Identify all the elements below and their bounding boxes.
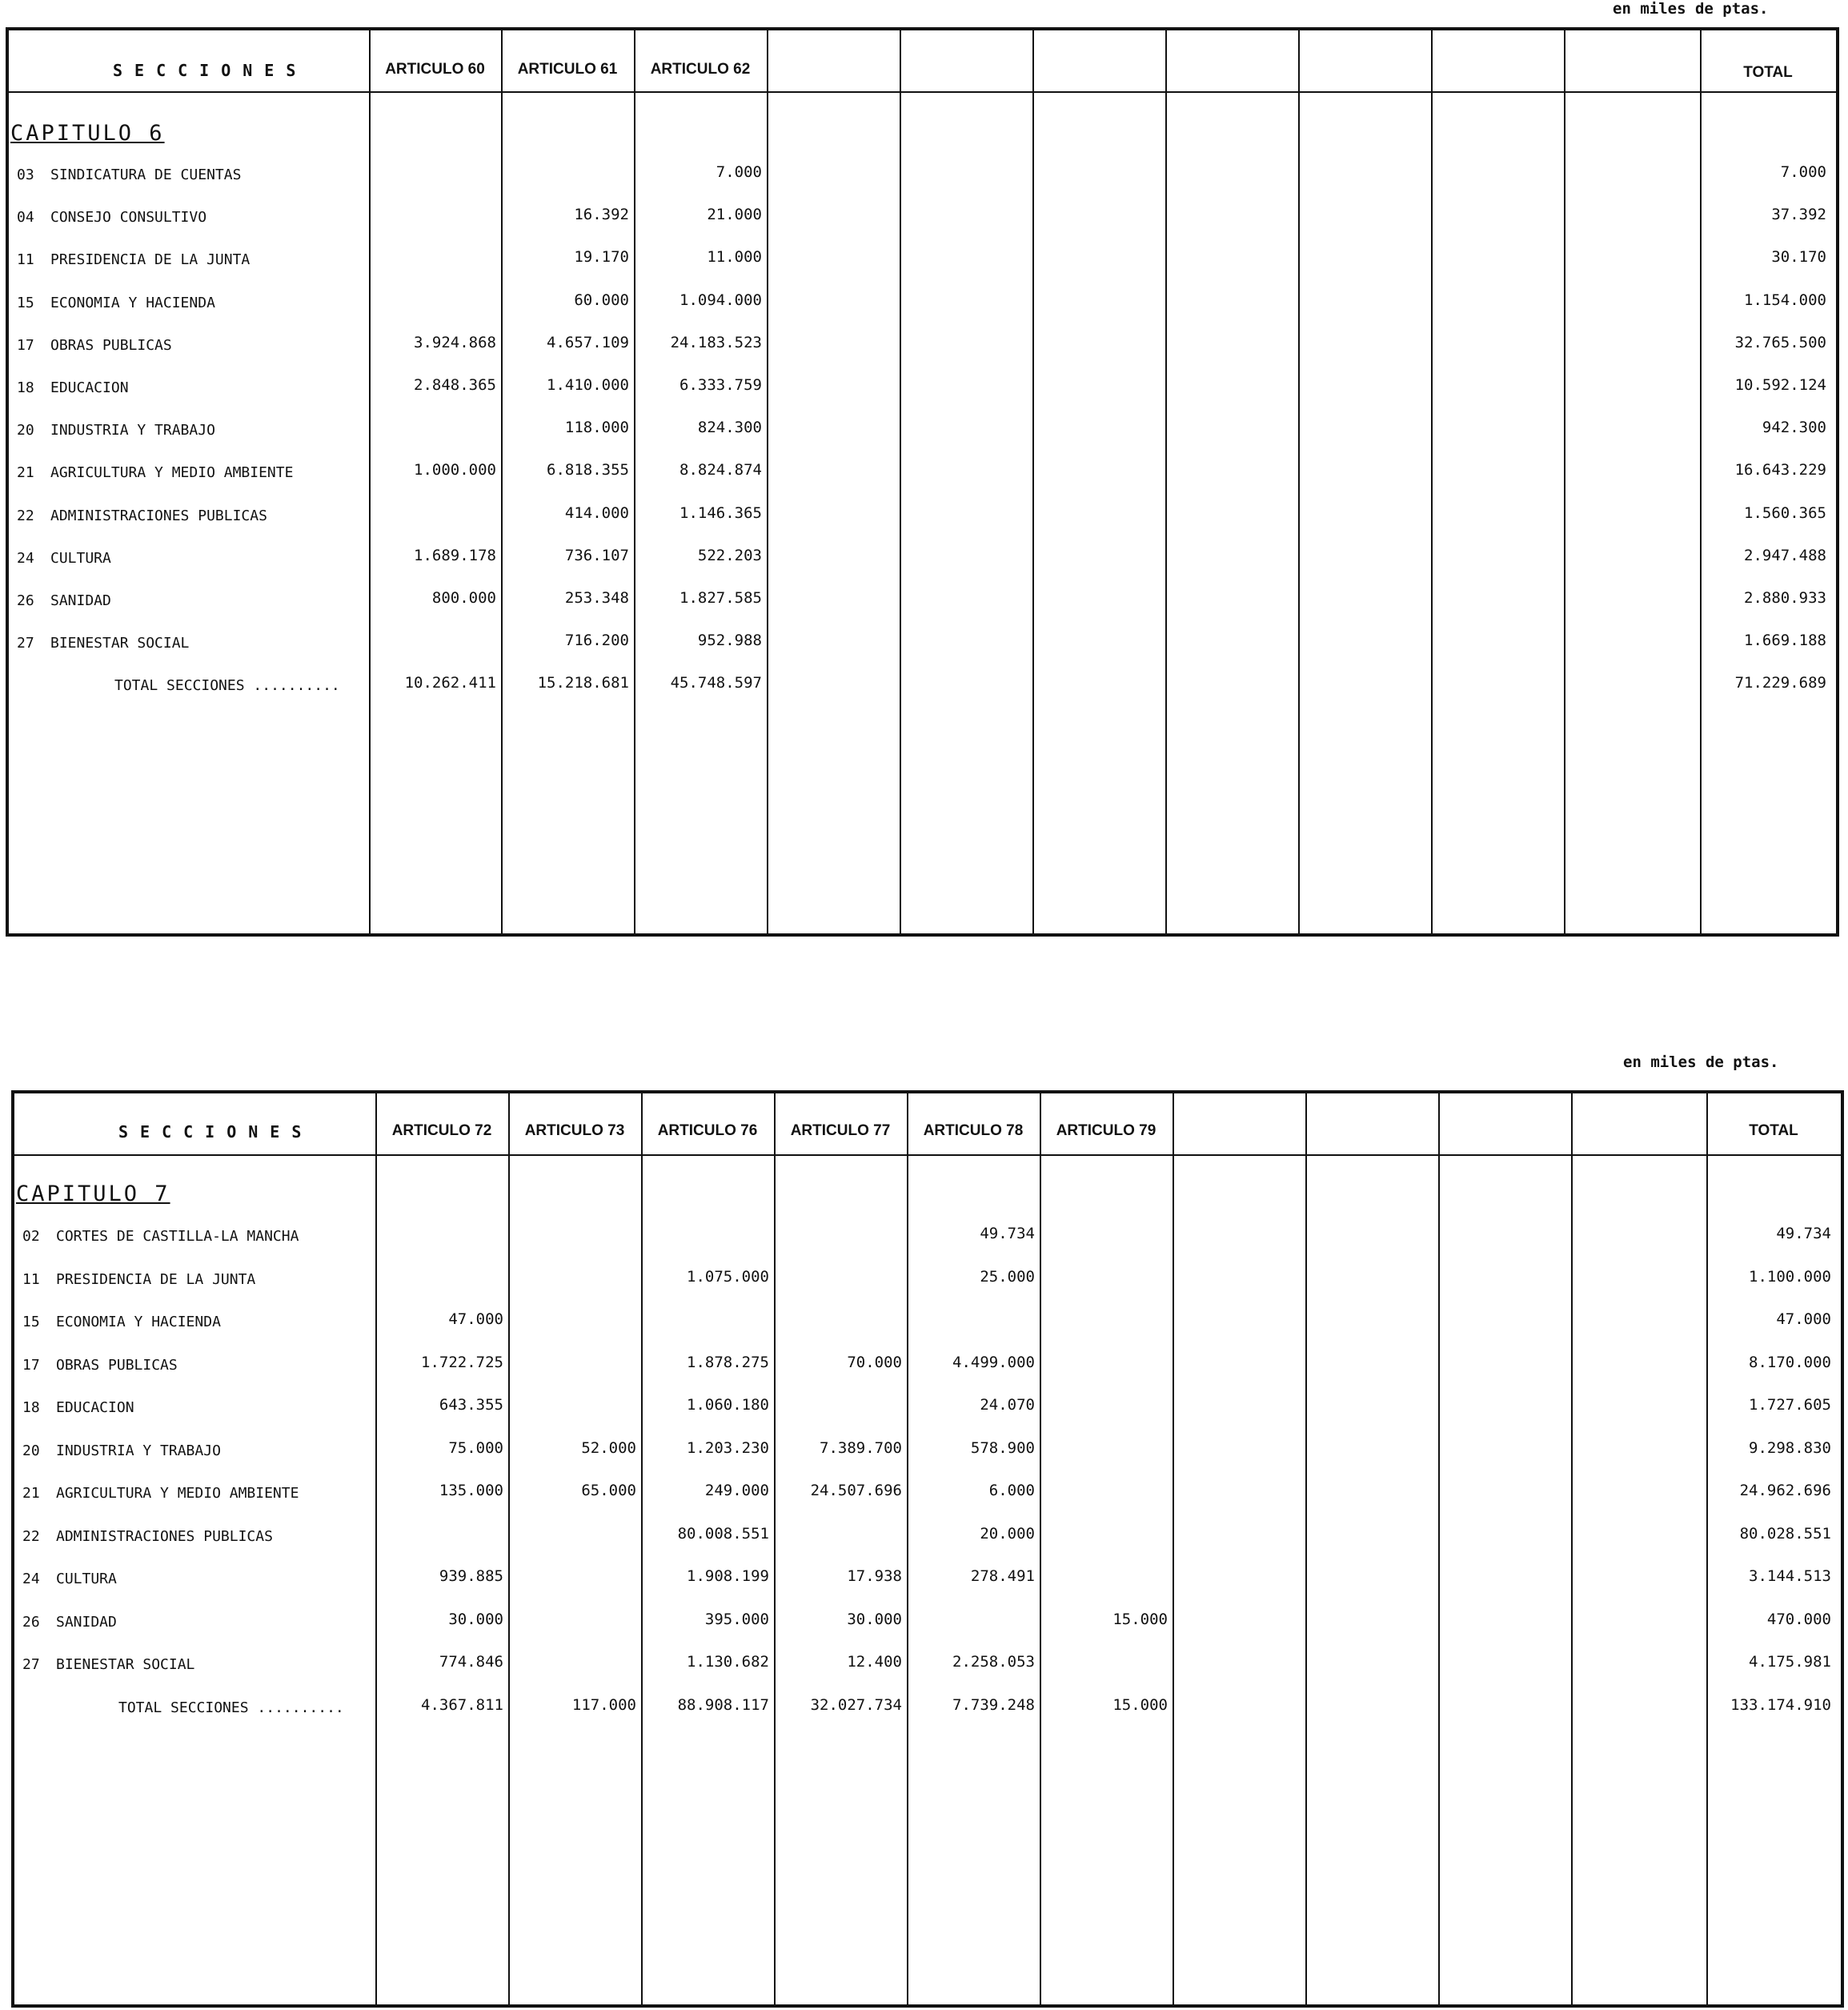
sections-header: SECCIONES	[113, 61, 308, 80]
section-code: 22	[17, 507, 34, 524]
column-total: 4.367.811	[421, 1695, 503, 1714]
row-total: 10.592.124	[1734, 376, 1826, 394]
column-divider	[501, 30, 503, 933]
section-row-label	[22, 1228, 299, 1245]
cell-value: 395.000	[704, 1610, 769, 1628]
chapter-7-table	[11, 1090, 1844, 2008]
row-total: 1.727.605	[1749, 1396, 1831, 1414]
total-sections-label: TOTAL SECCIONES ..........	[118, 1699, 344, 1716]
cell-value: 6.333.759	[679, 376, 762, 394]
cell-value: 20.000	[980, 1524, 1035, 1543]
cell-value: 824.300	[697, 419, 762, 437]
cell-value: 2.848.365	[414, 376, 496, 394]
sections-header: SECCIONES	[118, 1122, 314, 1141]
grand-total: 71.229.689	[1734, 674, 1826, 692]
cell-value: 7.000	[716, 163, 762, 181]
section-name: ECONOMIA Y HACIENDA	[50, 294, 215, 311]
column-total: 117.000	[571, 1695, 636, 1714]
section-name: OBRAS PUBLICAS	[56, 1356, 178, 1374]
column-divider	[375, 1093, 377, 2004]
cell-value: 249.000	[704, 1482, 769, 1499]
cell-value: 52.000	[581, 1438, 636, 1457]
cell-value: 80.008.551	[677, 1524, 769, 1543]
cell-value: 47.000	[448, 1310, 503, 1328]
row-total: 37.392	[1771, 206, 1826, 224]
cell-value: 30.000	[847, 1610, 902, 1628]
section-row-label	[17, 508, 267, 524]
row-total: 80.028.551	[1739, 1524, 1831, 1543]
section-code: 21	[17, 464, 34, 482]
column-header: ARTICULO 77	[790, 1122, 891, 1139]
cell-value: 3.924.868	[414, 333, 496, 351]
section-name: CONSEJO CONSULTIVO	[50, 209, 207, 227]
section-code: 18	[22, 1399, 40, 1416]
section-code: 24	[22, 1571, 40, 1587]
cell-value: 716.200	[564, 632, 629, 650]
section-code: 11	[22, 1270, 40, 1288]
section-name: CULTURA	[56, 1571, 117, 1587]
section-code: 26	[17, 592, 34, 609]
cell-value: 1.060.180	[687, 1396, 769, 1414]
section-code: 27	[22, 1656, 40, 1673]
section-row-label	[22, 1314, 221, 1330]
total-sections-label: TOTAL SECCIONES ..........	[114, 677, 340, 695]
cell-value: 414.000	[564, 504, 629, 522]
section-row-label	[17, 635, 189, 652]
column-divider	[369, 30, 371, 933]
column-divider	[1032, 30, 1034, 933]
column-total: 7.739.248	[952, 1695, 1035, 1714]
column-header: ARTICULO 60	[385, 61, 485, 78]
cell-value: 21.000	[707, 206, 762, 224]
total-column-header: TOTAL	[1749, 1122, 1798, 1139]
row-total: 1.669.188	[1744, 632, 1826, 650]
section-name: ADMINISTRACIONES PUBLICAS	[50, 507, 267, 524]
section-name: BIENESTAR SOCIAL	[50, 635, 190, 652]
column-divider	[774, 1093, 776, 2004]
section-row-label	[22, 1357, 178, 1374]
chapter-title: CAPITULO 7	[16, 1182, 170, 1206]
section-code: 27	[17, 635, 34, 652]
section-code: 04	[17, 209, 34, 227]
cell-value: 643.355	[439, 1396, 503, 1414]
column-header: ARTICULO 78	[923, 1122, 1024, 1139]
column-divider	[1173, 1093, 1174, 2004]
section-code: 24	[17, 549, 34, 567]
cell-value: 12.400	[847, 1653, 902, 1671]
chapter-6-table	[6, 27, 1839, 937]
total-column-header: TOTAL	[1743, 64, 1793, 81]
cell-value: 16.392	[574, 206, 629, 224]
cell-value: 1.410.000	[547, 376, 629, 394]
cell-value: 65.000	[581, 1482, 636, 1499]
column-total: 15.218.681	[537, 674, 629, 692]
section-code: 20	[22, 1442, 40, 1459]
cell-value: 2.258.053	[952, 1653, 1035, 1671]
section-row-label	[17, 422, 215, 439]
cell-value: 30.000	[448, 1610, 503, 1628]
column-divider	[641, 1093, 643, 2004]
section-code: 02	[22, 1228, 40, 1245]
column-total: 45.748.597	[670, 674, 762, 692]
column-header: ARTICULO 79	[1056, 1122, 1157, 1139]
row-total: 49.734	[1776, 1225, 1831, 1242]
section-name: EDUCACION	[50, 379, 129, 396]
section-code: 11	[17, 251, 34, 269]
column-divider	[1571, 1093, 1573, 2004]
cell-value: 1.722.725	[421, 1353, 503, 1371]
row-total: 16.643.229	[1734, 461, 1826, 479]
section-name: AGRICULTURA Y MEDIO AMBIENTE	[50, 464, 294, 482]
cell-value: 1.146.365	[679, 504, 762, 522]
row-total: 470.000	[1766, 1610, 1831, 1628]
cell-value: 25.000	[980, 1267, 1035, 1286]
section-row-label	[22, 1442, 221, 1459]
column-divider	[1165, 30, 1167, 933]
section-row-label	[17, 464, 293, 481]
section-name: SANIDAD	[56, 1613, 117, 1631]
cell-value: 1.827.585	[679, 589, 762, 607]
row-total: 9.298.830	[1749, 1438, 1831, 1457]
section-row-label	[22, 1656, 194, 1673]
column-divider	[900, 30, 901, 933]
column-divider	[1438, 1093, 1440, 2004]
row-total: 942.300	[1762, 419, 1826, 437]
column-header: ARTICULO 61	[517, 61, 618, 78]
section-code: 15	[17, 294, 34, 311]
section-name: INDUSTRIA Y TRABAJO	[56, 1442, 221, 1459]
section-code: 17	[17, 336, 34, 354]
column-divider	[1564, 30, 1565, 933]
cell-value: 736.107	[564, 546, 629, 564]
cell-value: 1.689.178	[414, 546, 496, 564]
section-name: PRESIDENCIA DE LA JUNTA	[56, 1270, 256, 1288]
grand-total: 133.174.910	[1730, 1695, 1831, 1714]
column-divider	[1305, 1093, 1307, 2004]
cell-value: 24.070	[980, 1396, 1035, 1414]
row-total: 1.154.000	[1744, 291, 1826, 309]
cell-value: 17.938	[847, 1567, 902, 1585]
section-code: 03	[17, 166, 34, 183]
row-total: 47.000	[1776, 1310, 1831, 1328]
cell-value: 522.203	[697, 546, 762, 564]
section-row-label	[17, 550, 111, 567]
cell-value: 75.000	[448, 1438, 503, 1457]
section-name: CORTES DE CASTILLA-LA MANCHA	[56, 1228, 299, 1245]
section-name: ADMINISTRACIONES PUBLICAS	[56, 1527, 273, 1545]
row-total: 4.175.981	[1749, 1653, 1831, 1671]
chapter-title: CAPITULO 6	[10, 121, 165, 146]
cell-value: 952.988	[697, 632, 762, 650]
cell-value: 800.000	[431, 589, 496, 607]
section-row-label	[17, 337, 172, 354]
column-divider	[508, 1093, 510, 2004]
section-code: 20	[17, 422, 34, 439]
section-row-label	[22, 1399, 134, 1416]
column-total: 10.262.411	[404, 674, 496, 692]
section-name: AGRICULTURA Y MEDIO AMBIENTE	[56, 1485, 299, 1502]
cell-value: 24.183.523	[670, 333, 762, 351]
section-name: BIENESTAR SOCIAL	[56, 1656, 195, 1673]
cell-value: 135.000	[439, 1482, 503, 1499]
cell-value: 1.000.000	[414, 461, 496, 479]
cell-value: 118.000	[564, 419, 629, 437]
cell-value: 774.846	[439, 1653, 503, 1671]
section-code: 21	[22, 1485, 40, 1502]
cell-value: 49.734	[980, 1225, 1035, 1242]
section-row-label	[22, 1271, 255, 1288]
section-row-label	[17, 379, 129, 396]
section-row-label	[17, 209, 206, 226]
row-total: 24.962.696	[1739, 1482, 1831, 1499]
section-name: ECONOMIA Y HACIENDA	[56, 1314, 221, 1330]
cell-value: 11.000	[707, 248, 762, 267]
column-header: ARTICULO 72	[391, 1122, 492, 1139]
section-name: PRESIDENCIA DE LA JUNTA	[50, 251, 251, 269]
section-name: EDUCACION	[56, 1399, 134, 1416]
row-total: 3.144.513	[1749, 1567, 1831, 1585]
cell-value: 6.818.355	[547, 461, 629, 479]
cell-value: 8.824.874	[679, 461, 762, 479]
section-row-label	[17, 295, 215, 311]
units-label-top: en miles de ptas.	[1613, 0, 1769, 18]
row-total: 1.560.365	[1744, 504, 1826, 522]
section-name: OBRAS PUBLICAS	[50, 336, 172, 354]
column-header: ARTICULO 73	[524, 1122, 625, 1139]
section-row-label	[22, 1614, 117, 1631]
section-row-label	[22, 1571, 117, 1587]
section-code: 18	[17, 379, 34, 396]
row-total: 7.000	[1780, 163, 1826, 181]
column-divider	[767, 30, 768, 933]
units-label-bottom: en miles de ptas.	[1623, 1053, 1779, 1071]
cell-value: 60.000	[574, 291, 629, 309]
row-total: 30.170	[1771, 248, 1826, 267]
cell-value: 1.130.682	[687, 1653, 769, 1671]
section-code: 26	[22, 1613, 40, 1631]
row-total: 8.170.000	[1749, 1353, 1831, 1371]
cell-value: 15.000	[1112, 1610, 1168, 1628]
cell-value: 4.499.000	[952, 1353, 1035, 1371]
row-total: 1.100.000	[1749, 1267, 1831, 1286]
row-total: 2.880.933	[1744, 589, 1826, 607]
section-row-label	[22, 1528, 273, 1545]
cell-value: 1.075.000	[687, 1267, 769, 1286]
cell-value: 19.170	[574, 248, 629, 267]
cell-value: 24.507.696	[810, 1482, 902, 1499]
cell-value: 939.885	[439, 1567, 503, 1585]
column-total: 88.908.117	[677, 1695, 769, 1714]
section-row-label	[17, 251, 250, 268]
row-total: 32.765.500	[1734, 333, 1826, 351]
section-row-label	[17, 166, 241, 183]
cell-value: 4.657.109	[547, 333, 629, 351]
section-row-label	[17, 592, 111, 609]
cell-value: 70.000	[847, 1353, 902, 1371]
cell-value: 278.491	[970, 1567, 1035, 1585]
section-code: 17	[22, 1356, 40, 1374]
section-code: 15	[22, 1314, 40, 1330]
column-header: ARTICULO 76	[657, 1122, 758, 1139]
section-code: 22	[22, 1527, 40, 1545]
section-name: SANIDAD	[50, 592, 111, 609]
column-header: ARTICULO 62	[650, 61, 751, 78]
cell-value: 1.094.000	[679, 291, 762, 309]
header-divider	[9, 91, 1836, 93]
section-name: CULTURA	[50, 549, 111, 567]
column-total: 32.027.734	[810, 1695, 902, 1714]
section-name: SINDICATURA DE CUENTAS	[50, 166, 242, 183]
column-divider	[1431, 30, 1433, 933]
column-divider	[1298, 30, 1300, 933]
cell-value: 1.908.199	[687, 1567, 769, 1585]
cell-value: 1.203.230	[687, 1438, 769, 1457]
column-total: 15.000	[1112, 1695, 1168, 1714]
section-row-label	[22, 1485, 299, 1502]
cell-value: 253.348	[564, 589, 629, 607]
row-total: 2.947.488	[1744, 546, 1826, 564]
cell-value: 6.000	[988, 1482, 1035, 1499]
cell-value: 578.900	[970, 1438, 1035, 1457]
cell-value: 1.878.275	[687, 1353, 769, 1371]
cell-value: 7.389.700	[820, 1438, 902, 1457]
section-name: INDUSTRIA Y TRABAJO	[50, 422, 215, 439]
column-divider	[1040, 1093, 1041, 2004]
header-divider	[14, 1154, 1841, 1156]
